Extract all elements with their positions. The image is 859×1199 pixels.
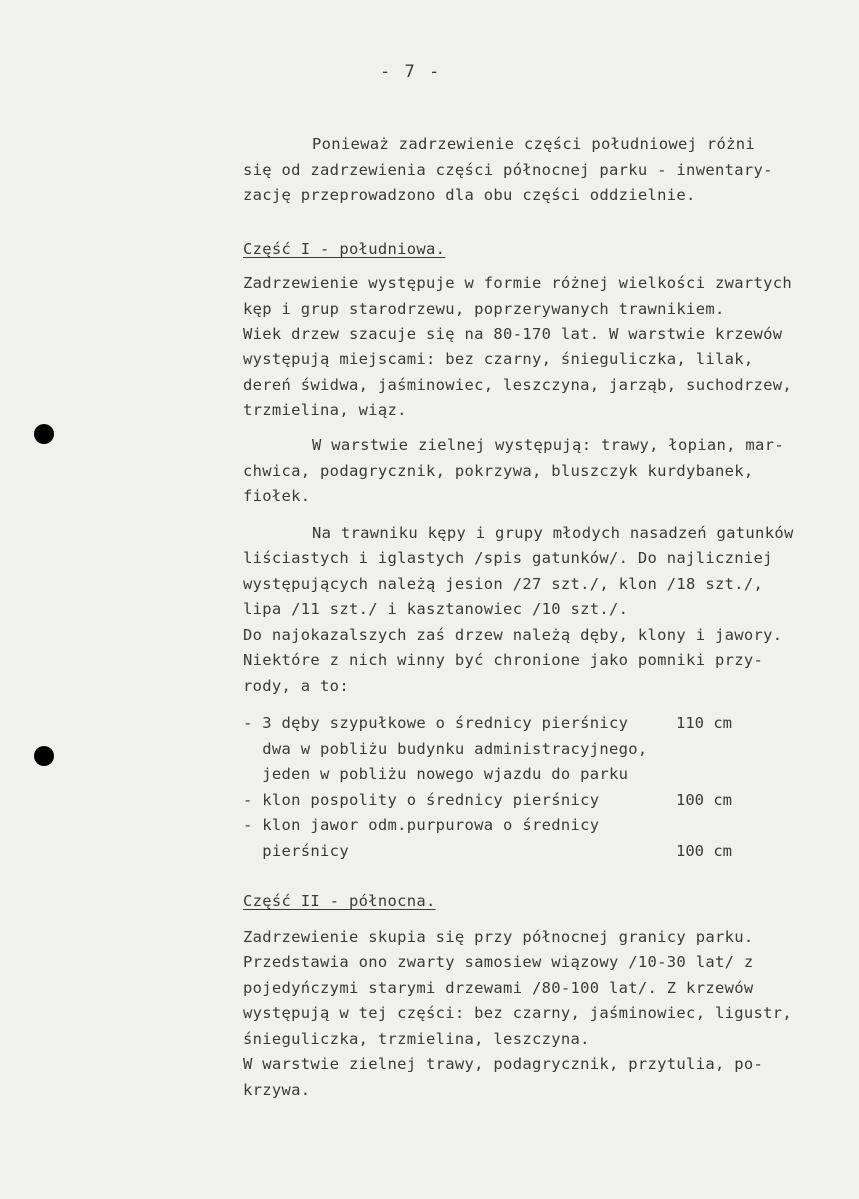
paragraph-line: trzmielina, wiąz. <box>243 401 407 419</box>
intro-line: się od zadrzewienia części północnej parku - inwentary- <box>243 161 773 179</box>
page-number: - 7 - <box>380 62 442 82</box>
list-item: jeden w pobliżu nowego wjazdu do parku <box>243 765 629 783</box>
paragraph-line: Przedstawia ono zwarty samosiew wiązowy /10-30 lat/ z <box>243 953 754 971</box>
list-item: pierśnicy <box>243 842 349 860</box>
paragraph-line: liściastych i iglastych /spis gatunków/. Do najliczniej <box>243 549 773 567</box>
section-heading-south: Część I - południowa. <box>243 240 446 258</box>
list-item-value: 100 cm <box>676 842 732 860</box>
paragraph-line: pojedyńczymi starymi drzewami /80-100 lat/. Z krzewów <box>243 979 754 997</box>
paragraph-line: W warstwie zielnej występują: trawy, łopian, mar- <box>312 436 784 454</box>
list-item: dwa w pobliżu budynku administracyjnego, <box>243 740 648 758</box>
paragraph-line: kęp i grup starodrzewu, poprzerywanych trawnikiem. <box>243 300 725 318</box>
intro-line: zację przeprowadzono dla obu części oddzielnie. <box>243 186 696 204</box>
list-item: - klon jawor odm.purpurowa o średnicy <box>243 816 600 834</box>
paragraph-line: krzywa. <box>243 1081 311 1099</box>
paragraph-line: chwica, podagrycznik, pokrzywa, bluszczyk kurdybanek, <box>243 462 754 480</box>
paragraph-line: Niektóre z nich winny być chronione jako pomniki przy- <box>243 651 764 669</box>
list-item-value: 100 cm <box>676 791 732 809</box>
paragraph-line: dereń świdwa, jaśminowiec, leszczyna, jarząb, suchodrzew, <box>243 376 793 394</box>
paragraph-line: Do najokazalszych zaś drzew należą dęby, klony i jawory. <box>243 626 783 644</box>
paragraph-line: występujących należą jesion /27 szt./, klon /18 szt./, <box>243 575 764 593</box>
intro-line: Ponieważ zadrzewienie części południowej różni <box>312 135 756 153</box>
paragraph-line: Zadrzewienie skupia się przy północnej granicy parku. <box>243 928 754 946</box>
list-item-value: 110 cm <box>676 714 732 732</box>
punch-hole <box>34 746 54 766</box>
paragraph-line: śnieguliczka, trzmielina, leszczyna. <box>243 1030 590 1048</box>
paragraph-line: rody, a to: <box>243 677 349 695</box>
paragraph-line: W warstwie zielnej trawy, podagrycznik, przytulia, po- <box>243 1055 764 1073</box>
paragraph-line: występują w tej części: bez czarny, jaśminowiec, ligustr, <box>243 1004 793 1022</box>
paragraph-line: Wiek drzew szacuje się na 80-170 lat. W warstwie krzewów <box>243 325 783 343</box>
list-item: - 3 dęby szypułkowe o średnicy pierśnicy <box>243 714 629 732</box>
paragraph-line: fiołek. <box>243 487 311 505</box>
section-heading-north: Część II - północna. <box>243 892 436 910</box>
paragraph-line: Na trawniku kępy i grupy młodych nasadzeń gatunków <box>312 524 794 542</box>
list-item: - klon pospolity o średnicy pierśnicy <box>243 791 600 809</box>
paragraph-line: Zadrzewienie występuje w formie różnej wielkości zwartych <box>243 274 793 292</box>
paragraph-line: występują miejscami: bez czarny, śnieguliczka, lilak, <box>243 350 754 368</box>
punch-hole <box>34 424 54 444</box>
paragraph-line: lipa /11 szt./ i kasztanowiec /10 szt./. <box>243 600 629 618</box>
